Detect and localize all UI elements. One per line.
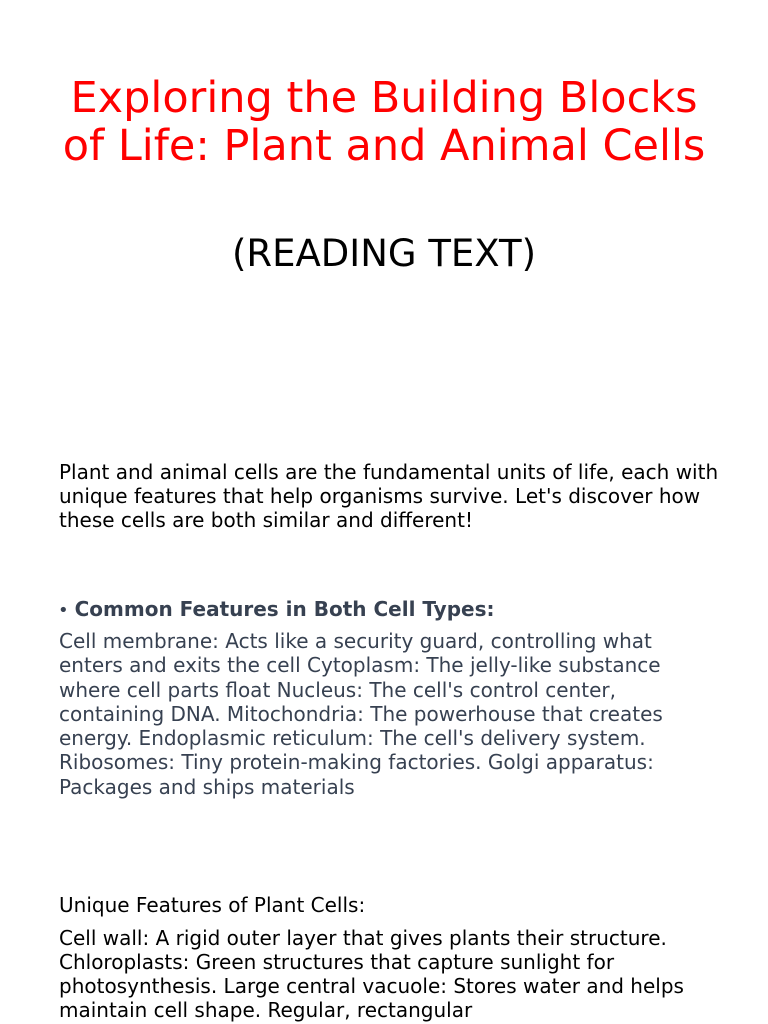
plant-features-text: Cell wall: A rigid outer layer that gives plants their structure. Chloroplasts: Green structures that capture sunlight for photosynthesis. Large central vacuole: Stores water and helps maintain cell shape. Regular, rectangular [59, 926, 684, 1022]
page-title: Exploring the Building Blocks of Life: Plant and Animal Cells [62, 73, 706, 171]
common-features-heading-text: Common Features in Both Cell Types: [74, 597, 495, 621]
intro-paragraph: Plant and animal cells are the fundamental units of life, each with unique features that help organisms survive. Let's discover how these cells are both similar and different! [59, 460, 719, 532]
plant-features-heading: Unique Features of Plant Cells: [59, 893, 366, 917]
common-features-heading [58, 596, 738, 624]
bullet-icon: • [58, 600, 69, 621]
common-features-text: Cell membrane: Acts like a security guard, controlling what enters and exits the cell Cytoplasm: The jelly-like substance where cell parts float Nucleus: The cell's control center, containing DNA. Mitochondria: The powerhouse that creates energy. Endoplasmic reticulum: The cell's delivery system. Ribosomes: Tiny protein-making factories. Golgi apparatus: Packages and ships materials [59, 629, 663, 799]
page-subtitle: (READING TEXT) [231, 232, 537, 275]
